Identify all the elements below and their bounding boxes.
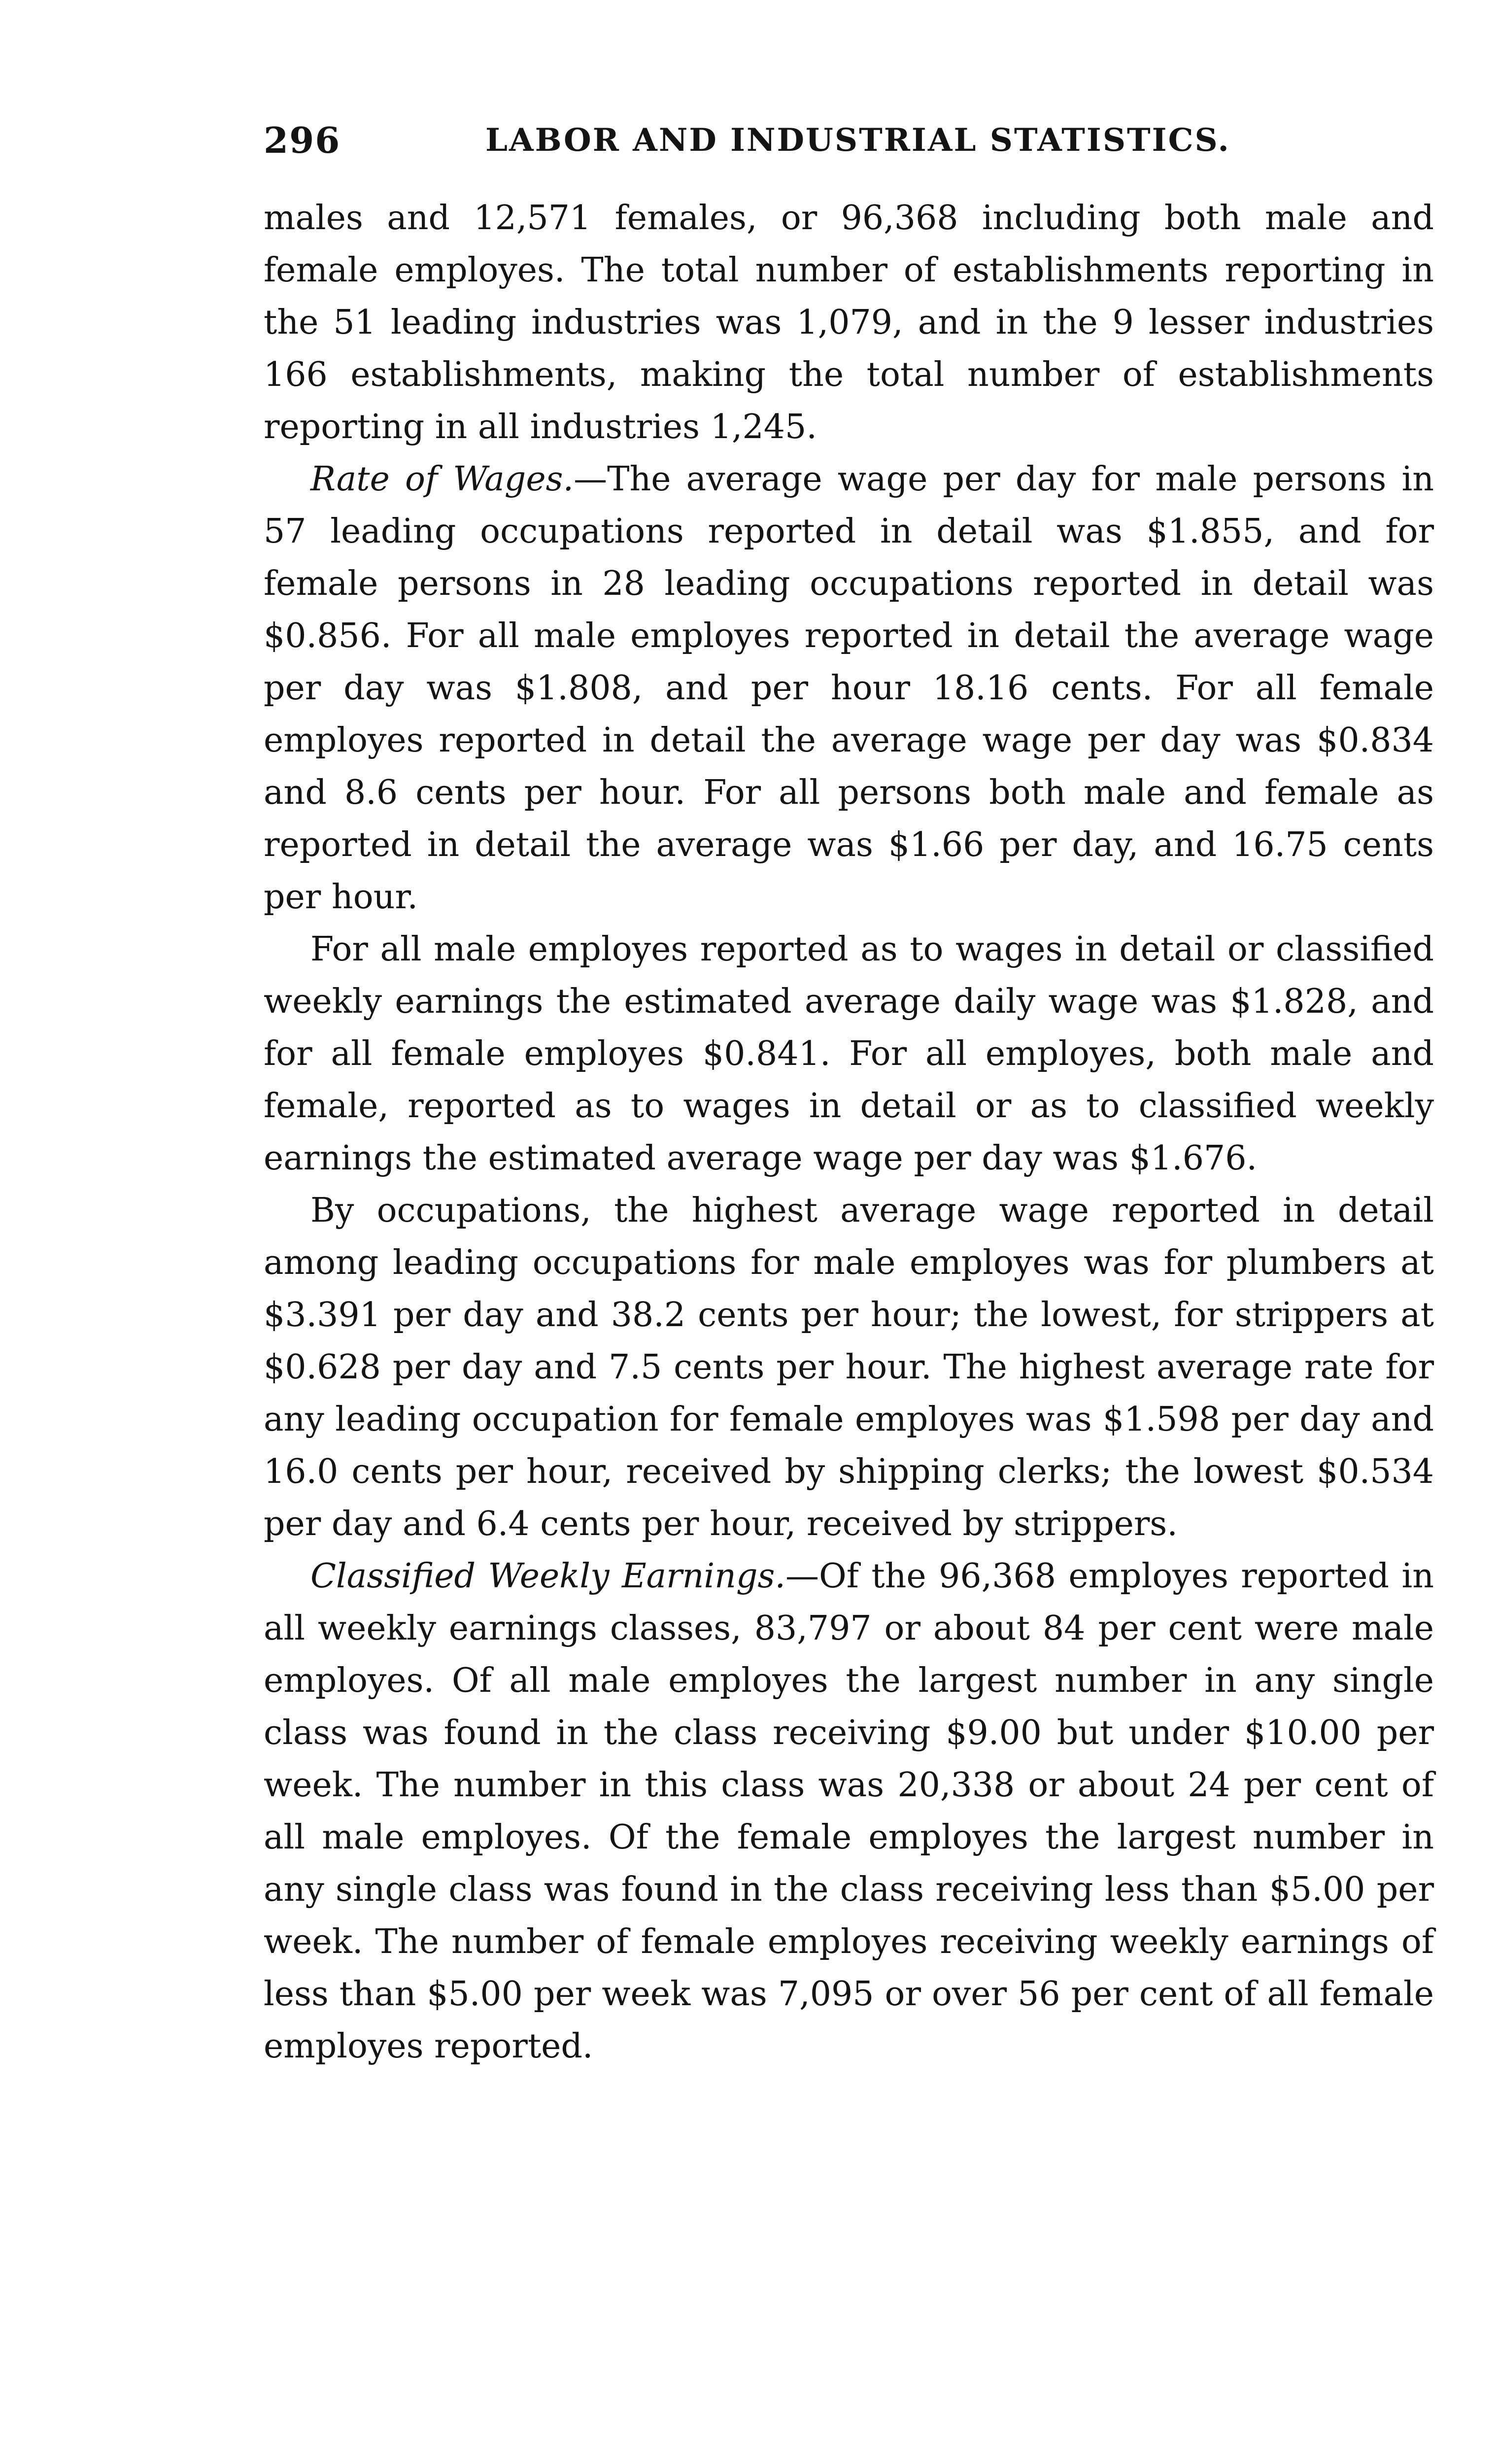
paragraph-text: By occupations, the highest average wage reported in detail among leading occupations for male employes was for plumbers at $3.391 per day and 38.2 cents per hour; the lowest, for strippers at $0.628 per day and 7.5 cents per hour. The highest average rate for any leading occupation for female employes was $1.598 per day and 16.0 cents per hour, received by shipping clerks; the lowest $0.534 per day and 6.4 cents per hour, received by strippers. xyxy=(264,1191,1434,1543)
paragraph-by-occupations xyxy=(264,1185,1434,1550)
header-title: LABOR AND INDUSTRIAL STATISTICS. xyxy=(485,122,1230,159)
page-number: 296 xyxy=(264,119,341,161)
document-page xyxy=(264,111,1434,2073)
paragraph-estimated-daily-wage xyxy=(264,924,1434,1185)
paragraph-text: —The average wage per day for male persons in 57 leading occupations reported in detail was $1.855, and for female persons in 28 leading occupations reported in detail was $0.856. For all male employes reported in detail the average wage per day was $1.808, and per hour 18.16 cents. For all female employes reported in detail the average wage per day was $0.834 and 8.6 cents per hour. For all persons both male and female as reported in detail the average was $1.66 per day, and 16.75 cents per hour. xyxy=(264,460,1434,917)
body-text xyxy=(264,192,1434,2073)
section-heading-rate-of-wages: Rate of Wages. xyxy=(310,460,574,499)
paragraph-employes-and-establishments xyxy=(264,192,1434,453)
section-heading-classified-weekly-earnings: Classified Weekly Earnings. xyxy=(310,1557,786,1596)
paragraph-text: males and 12,571 females, or 96,368 including both male and female employes. The total number of establishments reporting in the 51 leading industries was 1,079, and in the 9 lesser industries 166 establishments, making the total number of establishments reporting in all industries 1,245. xyxy=(264,199,1434,446)
running-header xyxy=(264,111,1434,170)
paragraph-rate-of-wages xyxy=(264,453,1434,924)
paragraph-text: For all male employes reported as to wages in detail or classified weekly earnings the estimated average daily wage was $1.828, and for all female employes $0.841. For all employes, both male and female, reported as to wages in detail or as to classified weekly earnings the estimated average wage per day was $1.676. xyxy=(264,930,1434,1178)
paragraph-text: —Of the 96,368 employes reported in all weekly earnings classes, 83,797 or about 84 per cent were male employes. Of all male employes the largest number in any single class was found in the class receiving $9.00 but under $10.00 per week. The number in this class was 20,338 or about 24 per cent of all male employes. Of the female employes the largest number in any single class was found in the class receiving less than $5.00 per week. The number of female employes receiving weekly earnings of less than $5.00 per week was 7,095 or over 56 per cent of all female employes reported. xyxy=(264,1557,1434,2066)
paragraph-classified-weekly-earnings xyxy=(264,1550,1434,2073)
